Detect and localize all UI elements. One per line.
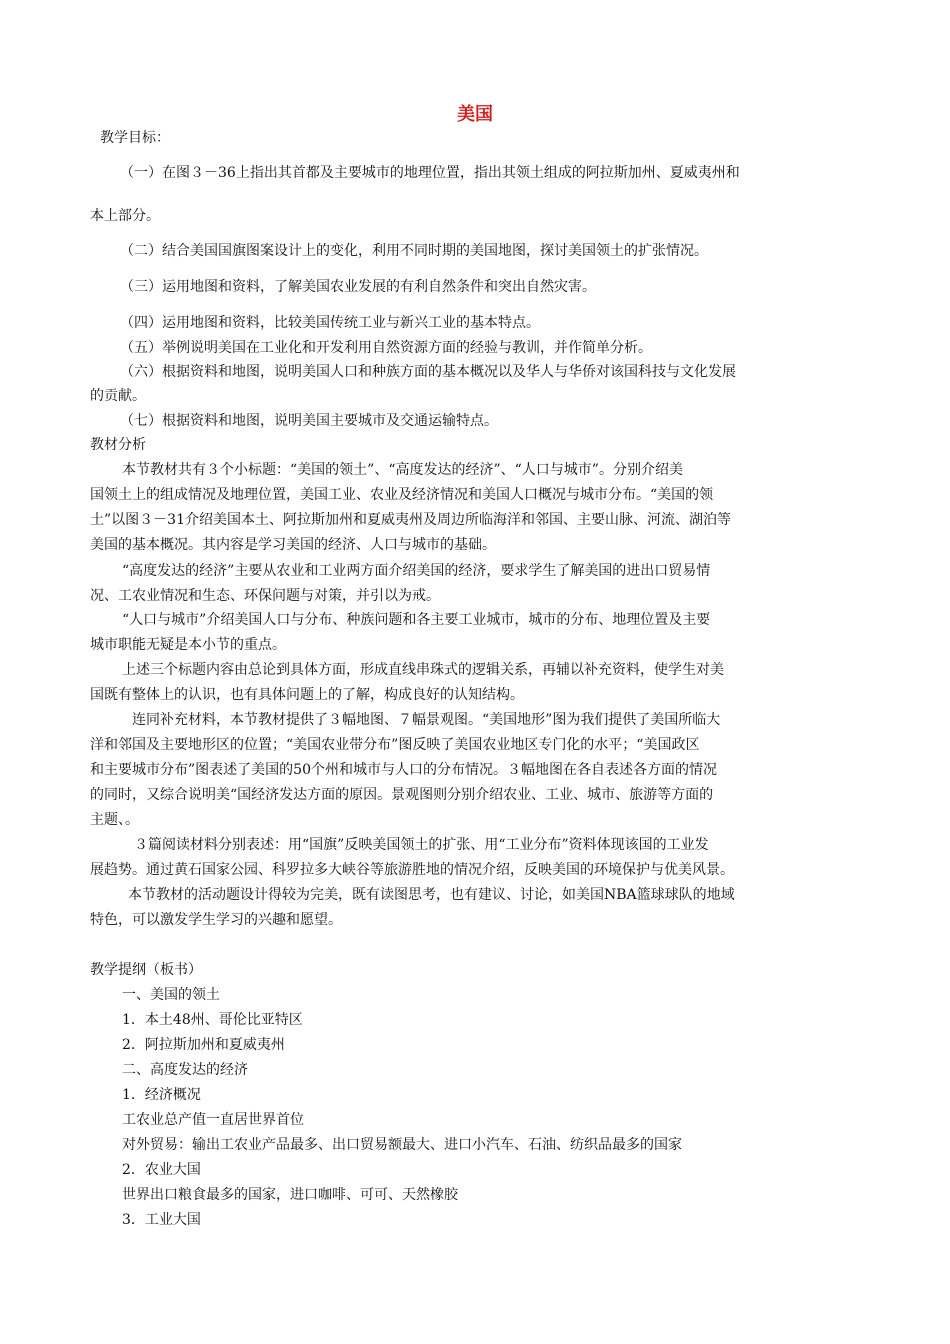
outline-heading: 教学提纲（板书） [90, 962, 202, 978]
analysis-p5-line-3: 和主要城市分布”图表述了美国的50个州和城市与人口的分布情况。３幅地图在各自表述各方面的情况 [90, 762, 717, 778]
analysis-p1-line-2: 国领土上的组成情况及地理位置，美国工业、农业及经济情况和美国人口概况与城市分布。“美国的领 [90, 487, 714, 503]
outline-line-6: 工农业总产值一直居世界首位 [122, 1112, 304, 1128]
objective-1-line-2: 本上部分。 [90, 208, 160, 224]
outline-line-9: 世界出口粮食最多的国家，进口咖啡、可可、天然橡胶 [122, 1187, 458, 1203]
analysis-p2-line-1: “高度发达的经济”主要从农业和工业两方面介绍美国的经济，要求学生了解美国的进出口贸易情 [122, 563, 711, 579]
outline-line-10: 3．工业大国 [122, 1212, 201, 1228]
analysis-p4-line-1: 上述三个标题内容由总论到具体方面，形成直线串珠式的逻辑关系，再辅以补充资料，使学生对美 [122, 662, 724, 678]
objective-1-line-1: （一）在图３－36上指出其首都及主要城市的地理位置，指出其领土组成的阿拉斯加州、夏威夷州和 [120, 165, 740, 181]
objective-2: （二）结合美国国旗图案设计上的变化，利用不同时期的美国地图，探讨美国领土的扩张情况。 [120, 243, 708, 259]
analysis-p1-line-3: 土”以图３－31介绍美国本土、阿拉斯加州和夏威夷州及周边所临海洋和邻国、主要山脉、河流、湖泊等 [90, 512, 731, 528]
analysis-heading: 教材分析 [90, 437, 146, 453]
objective-7: （七）根据资料和地图，说明美国主要城市及交通运输特点。 [120, 413, 498, 429]
analysis-p6-line-1: ３篇阅读材料分别表述：用“国旗”反映美国领土的扩张、用“工业分布”资料体现该国的工业发 [134, 837, 709, 853]
analysis-p6-line-2: 展趋势。通过黄石国家公园、科罗拉多大峡谷等旅游胜地的情况介绍，反映美国的环境保护与优美风景。 [90, 862, 734, 878]
outline-line-2: 1．本土48州、哥伦比亚特区 [122, 1012, 303, 1028]
objective-6-line-2: 的贡献。 [90, 388, 146, 404]
analysis-p2-line-2: 况、工农业情况和生态、环保问题与对策，并引以为戒。 [90, 588, 440, 604]
analysis-p3-line-2: 城市职能无疑是本小节的重点。 [90, 637, 286, 653]
outline-line-8: 2．农业大国 [122, 1162, 201, 1178]
analysis-p7-line-2: 特色，可以激发学生学习的兴趣和愿望。 [90, 912, 342, 928]
analysis-p5-line-5: 主题、。 [90, 812, 139, 828]
analysis-p5-line-4: 的同时，又综合说明美“国经济发达方面的原因。景观图则分别介绍农业、工业、城市、旅游等方面的 [90, 787, 714, 803]
objective-4: （四）运用地图和资料，比较美国传统工业与新兴工业的基本特点。 [120, 315, 540, 331]
outline-line-3: 2．阿拉斯加州和夏威夷州 [122, 1037, 285, 1053]
objective-3: （三）运用地图和资料，了解美国农业发展的有利自然条件和突出自然灾害。 [120, 279, 596, 295]
analysis-p1-line-1: 本节教材共有３个小标题：“美国的领土”、“高度发达的经济”、“人口与城市”。分别介绍美 [122, 462, 683, 478]
page-title: 美国 [457, 104, 493, 125]
analysis-p1-line-4: 美国的基本概况。其内容是学习美国的经济、人口与城市的基础。 [90, 537, 496, 553]
analysis-p5-line-2: 洋和邻国及主要地形区的位置；“美国农业带分布”图反映了美国农业地区专门化的水平；“美国政区 [90, 737, 700, 753]
analysis-p5-line-1: 连同补充材料，本节教材提供了３幅地图、７幅景观图。“美国地形”图为我们提供了美国所临大 [132, 712, 721, 728]
objective-5: （五）举例说明美国在工业化和开发利用自然资源方面的经验与教训，并作简单分析。 [120, 340, 652, 356]
outline-line-7: 对外贸易：输出工农业产品最多、出口贸易额最大、进口小汽车、石油、纺织品最多的国家 [122, 1137, 682, 1153]
analysis-p7-line-1: 本节教材的活动题设计得较为完美，既有读图思考，也有建议、讨论，如美国NBA篮球球队的地域 [128, 887, 735, 903]
outline-line-4: 二、高度发达的经济 [122, 1062, 248, 1078]
analysis-p4-line-2: 国既有整体上的认识，也有具体问题上的了解，构成良好的认知结构。 [90, 687, 524, 703]
objective-6-line-1: （六）根据资料和地图，说明美国人口和种族方面的基本概况以及华人与华侨对该国科技与文化发展 [120, 364, 736, 380]
outline-line-5: 1．经济概况 [122, 1087, 201, 1103]
analysis-p3-line-1: “人口与城市”介绍美国人口与分布、种族问题和各主要工业城市，城市的分布、地理位置及主要 [122, 612, 711, 628]
objectives-heading: 教学目标： [100, 130, 170, 146]
outline-line-1: 一、美国的领土 [122, 987, 220, 1003]
